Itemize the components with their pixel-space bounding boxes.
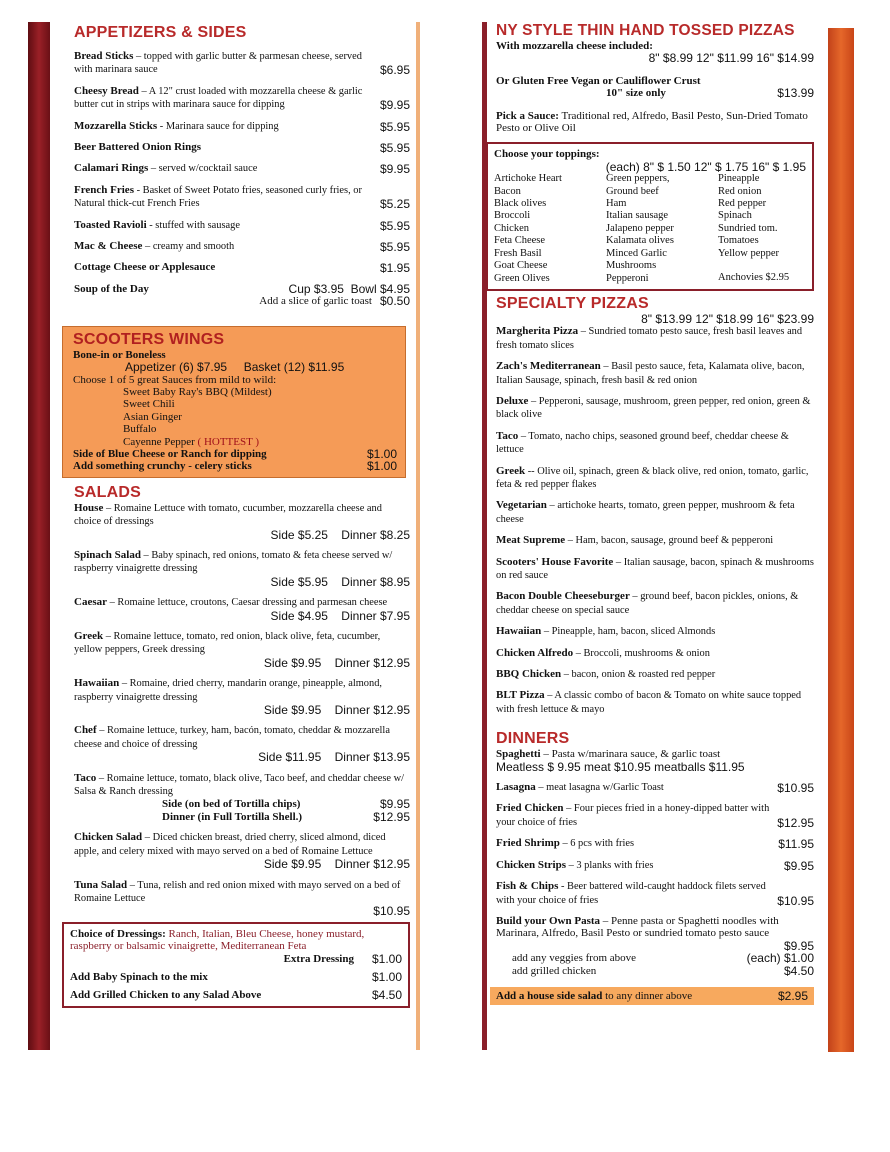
dinner-text [496, 781, 664, 794]
topping-item: Green peppers, [606, 173, 670, 185]
dinner-name: Lasagna [496, 781, 536, 794]
topping-item: Bacon [494, 185, 521, 197]
gluten-free-label: Or Gluten Free Vegan or Cauliflower Crust [496, 74, 701, 87]
dinner-line [496, 859, 814, 872]
dinner-name: Chicken Strips [496, 858, 566, 871]
toppings-title: Choose your toppings: [494, 148, 600, 161]
appetizer-desc: - Basket of Sweet Potato fries, seasoned curly fries, or Natural thick-cut French Fries [74, 184, 362, 210]
appetizer-text [74, 50, 374, 77]
wings-sauce-cayenne: Cayenne Pepper [123, 435, 195, 448]
tuna-salad-price: $10.95 [373, 904, 410, 919]
appetizer-line [74, 162, 410, 175]
appetizer-desc: – creamy and smooth [142, 241, 235, 253]
appetizer-line [74, 240, 410, 253]
appetizer-line [74, 261, 410, 274]
add-spinach-price: $1.00 [371, 969, 402, 984]
topping-item: Sundried tom. [718, 222, 778, 234]
soup-add-label: Add a slice of garlic toast [259, 295, 372, 308]
right-column [496, 22, 814, 1005]
topping-item: Ground beef [606, 185, 659, 197]
dinner-text [496, 880, 771, 907]
toppings-col-1 [494, 173, 606, 285]
salad-item [74, 549, 410, 588]
house-salad-label-rest: to any dinner above [602, 989, 693, 1002]
salad-text [74, 502, 410, 529]
specialty-item [496, 499, 814, 526]
appetizer-desc: – A 12" crust loaded with mozzarella cheese & garlic butter cut in strips with marinara sauce for dipping [74, 85, 363, 111]
salad-prices [74, 704, 410, 716]
wings-basket: Basket (12) $11.95 [243, 360, 345, 375]
dinner-item [496, 880, 814, 907]
appetizer-price: $9.95 [379, 98, 410, 113]
salad-desc: – Romaine lettuce, tomato, red onion, black olive, feta, cucumber, yellow peppers, Greek dressing [74, 631, 381, 656]
dinner-price: $10.95 [777, 893, 814, 908]
salad-dinner-price: Dinner $12.95 [334, 655, 410, 670]
specialty-desc: – Pepperoni, sausage, mushroom, green pepper, red onion, green & black olive [496, 395, 811, 421]
specialty-name: Deluxe [496, 394, 529, 407]
specialty-item [496, 534, 814, 547]
topping-item: Black olives [494, 198, 547, 210]
specialty-name: Hawaiian [496, 625, 542, 638]
topping-item: Pepperoni [606, 272, 649, 284]
ny-sizes: 8" $8.99 12" $11.99 16" $14.99 [648, 51, 814, 66]
specialty-item [496, 395, 814, 422]
wings-sauce-list [73, 386, 397, 436]
veggies-label: add any veggies from above [512, 952, 637, 965]
wings-sauce: Sweet Baby Ray's BBQ (Mildest) [123, 385, 272, 398]
chicken-salad-dinner: Dinner $12.95 [334, 857, 410, 872]
dressings-label: Choice of Dressings: [70, 927, 166, 940]
appetizer-desc: - Marinara sauce for dipping [157, 120, 279, 132]
taco-salad [74, 772, 410, 824]
dinners-heading: DINNERS [496, 730, 570, 748]
chicken-salad-name: Chicken Salad [74, 831, 143, 844]
appetizer-desc: – served w/cocktail sauce [148, 163, 258, 175]
topping-item: Broccoli [494, 210, 531, 222]
taco-salad-desc: – Romaine lettuce, tomato, black olive, Taco beef, and cheddar cheese w/ Salsa & Ranch dressing [74, 772, 405, 798]
soup-add-price: $0.50 [379, 294, 410, 309]
appetizer-item [74, 240, 410, 253]
dinner-item [496, 859, 814, 872]
left-decorative-bar [28, 22, 50, 1050]
salad-dinner-price: Dinner $13.95 [334, 750, 410, 765]
salad-item [74, 596, 410, 622]
toppings-col-3 [718, 173, 806, 260]
taco-side-label: Side (on bed of Tortilla chips) [162, 798, 301, 811]
specialty-item [496, 556, 814, 583]
soup-cup-price: Cup $3.95 [288, 281, 344, 296]
appetizers-heading: APPETIZERS & SIDES [74, 24, 247, 41]
salad-side-price: Side $9.95 [263, 655, 322, 670]
salad-dinner-price: Dinner $8.25 [341, 527, 410, 542]
salad-text [74, 630, 410, 657]
dinner-line [496, 802, 814, 829]
specialty-name: Taco [496, 429, 519, 442]
specialty-sizes: 8" $13.99 12" $18.99 16" $23.99 [641, 311, 814, 326]
tuna-salad [74, 879, 410, 918]
dressings-list: Ranch, Italian, Bleu Cheese, honey mustard, raspberry or balsamic vinaigrette, Mediterranean Feta [70, 927, 365, 953]
topping-item: Spinach [718, 210, 752, 222]
topping-item: Tomatoes [718, 235, 759, 247]
topping-item: Ham [606, 198, 627, 210]
appetizer-item [74, 261, 410, 274]
dinner-name: Fried Chicken [496, 802, 564, 815]
appetizer-name: Cheesy Bread [74, 84, 139, 97]
spaghetti-name: Spaghetti [496, 748, 541, 761]
toppings-col-2 [606, 173, 718, 285]
specialty-item [496, 668, 814, 681]
ny-with-label: With mozzarella cheese included: [496, 40, 653, 52]
wings-side-price: $1.00 [366, 446, 397, 461]
spaghetti-desc: – Pasta w/marinara sauce, & garlic toast [540, 748, 721, 761]
salad-desc: – Romaine lettuce, croutons, Caesar dressing and parmesan cheese [107, 597, 388, 609]
salad-prices [74, 657, 410, 669]
salad-item [74, 677, 410, 716]
appetizer-text [74, 120, 279, 133]
specialty-name: Vegetarian [496, 499, 547, 512]
topping-item: Chicken [494, 222, 529, 234]
specialty-item [496, 360, 814, 387]
appetizer-item [74, 85, 410, 112]
specialty-name: Zach's Mediterranean [496, 360, 601, 373]
specialty-desc: – Sundried tomato pesto sauce, fresh basil leaves and fresh tomato slices [496, 326, 803, 351]
toppings-prices: (each) 8" $ 1.50 12" $ 1.75 16" $ 1.95 [605, 159, 806, 174]
wings-box [62, 326, 406, 478]
specialty-desc: – artichoke hearts, tomato, green pepper, mushroom & feta cheese [496, 500, 795, 525]
build-pasta-price: $9.95 [783, 938, 814, 953]
appetizer-text [74, 261, 215, 274]
salad-side-price: Side $5.25 [270, 527, 328, 542]
appetizer-line [74, 120, 410, 133]
topping-item: Fresh Basil [494, 247, 542, 259]
left-column [70, 24, 410, 1008]
specialty-name: Margherita Pizza [496, 325, 579, 338]
spaghetti-prices: Meatless $ 9.95 meat $10.95 meatballs $11.95 [496, 759, 745, 774]
dinner-text [496, 859, 653, 872]
topping-item: Artichoke Heart [494, 173, 562, 185]
appetizer-text [74, 240, 234, 253]
appetizer-text [74, 184, 374, 211]
topping-item: Red onion [718, 185, 762, 197]
salad-text [74, 549, 410, 576]
appetizer-text [74, 141, 201, 154]
salad-name: Hawaiian [74, 677, 120, 690]
taco-side-price: $9.95 [379, 797, 410, 812]
salad-dinner-price: Dinner $12.95 [334, 703, 410, 718]
ny-pizza-heading: NY STYLE THIN HAND TOSSED PIZZAS [496, 22, 795, 39]
appetizer-desc: - stuffed with sausage [146, 219, 240, 231]
dinner-price: $10.95 [777, 781, 814, 796]
dinner-text [496, 802, 771, 829]
sauce-label: Pick a Sauce: [496, 109, 559, 122]
specialty-desc: – A classic combo of bacon & Tomato on white sauce topped with fresh lettuce & mayo [496, 690, 802, 715]
appetizer-price: $5.95 [379, 141, 410, 156]
appetizer-line [74, 85, 410, 112]
salad-prices [74, 529, 410, 541]
dinner-desc: – 6 pcs with fries [559, 838, 635, 850]
toppings-col-3-wrap [718, 173, 806, 285]
salad-side-price: Side $11.95 [258, 750, 322, 765]
salad-side-price: Side $5.95 [270, 574, 328, 589]
specialty-desc: – Pineapple, ham, bacon, sliced Almonds [541, 626, 716, 638]
salad-prices [74, 610, 410, 622]
toppings-grid [494, 173, 806, 285]
appetizer-line [74, 141, 410, 154]
appetizer-name: Beer Battered Onion Rings [74, 141, 202, 154]
dinner-line [496, 781, 814, 794]
specialty-heading: SPECIALTY PIZZAS [496, 294, 649, 312]
appetizer-price: $5.95 [379, 119, 410, 134]
appetizer-price: $5.95 [379, 218, 410, 233]
add-chicken-label: Add Grilled Chicken to any Salad Above [70, 989, 262, 1002]
chicken-salad-desc: – Diced chicken breast, dried cherry, sliced almond, diced apple, and celery mixed with mayo served on a bed of Romaine Lettuce [74, 832, 386, 857]
gluten-free-price: $13.99 [777, 86, 814, 101]
topping-item: Red pepper [718, 198, 767, 210]
appetizer-price: $9.95 [379, 162, 410, 177]
specialty-item [496, 325, 814, 352]
salad-dinner-price: Dinner $7.95 [341, 608, 410, 623]
wings-choose: Choose 1 of 5 great Sauces from mild to wild: [73, 373, 277, 386]
appetizer-line [74, 50, 410, 77]
specialty-desc: – bacon, onion & roasted red pepper [561, 669, 716, 681]
specialty-name: Greek [496, 464, 526, 477]
appetizer-name: Mozzarella Sticks [74, 119, 158, 132]
salads-list [74, 502, 410, 764]
appetizer-price: $5.25 [379, 197, 410, 212]
house-salad-price: $2.95 [777, 988, 808, 1003]
grilled-chicken-label: add grilled chicken [512, 964, 597, 977]
build-pasta-desc: – Penne pasta or Spaghetti noodles with Marinara, Alfredo, Basil Pesto or sundried tomato pesto sauce [496, 914, 779, 940]
salad-desc: – Romaine lettuce, turkey, ham, bacón, tomato, cheddar & mozzarella cheese and choice of dressing [74, 725, 390, 750]
dinner-desc: – Four pieces fried in a honey-dipped batter with your choice of fries [496, 803, 770, 828]
dinner-line [496, 837, 814, 850]
wings-crunchy-label: Add something crunchy - celery sticks [73, 460, 252, 473]
dinner-price: $12.95 [777, 815, 814, 830]
appetizer-line [74, 219, 410, 232]
salad-name: House [74, 501, 104, 514]
anchovies: Anchovies $2.95 [718, 272, 790, 284]
topping-item: Jalapeno pepper [606, 222, 674, 234]
specialty-desc: – Broccoli, mushrooms & onion [573, 647, 710, 659]
soup-bowl-price: $4.95 [379, 281, 410, 296]
dressings-box [62, 922, 410, 1008]
appetizers-list [74, 50, 410, 275]
appetizer-item [74, 50, 410, 77]
topping-item: Mushrooms [606, 260, 657, 272]
right-decorative-bar [828, 28, 854, 1052]
wings-heading: SCOOTERS WINGS [73, 330, 225, 348]
appetizer-name: Bread Sticks [74, 50, 134, 62]
specialty-item [496, 590, 814, 617]
dinners-list [496, 781, 814, 907]
soup-name: Soup of the Day [74, 282, 149, 295]
specialty-item [496, 430, 814, 457]
grilled-chicken-price: $4.50 [783, 963, 814, 978]
salad-name: Greek [74, 630, 104, 642]
add-spinach-label: Add Baby Spinach to the mix [70, 970, 208, 983]
specialty-name: Chicken Alfredo [496, 646, 574, 659]
dinner-text [496, 837, 634, 850]
appetizer-item [74, 162, 410, 175]
specialty-desc: – ground beef, bacon pickles, onions, & cheddar cheese on special sauce [496, 591, 799, 616]
specialty-desc: -- Olive oil, spinach, green & black olive, red onion, tomato, garlic, feta & red pepper flakes [496, 465, 809, 490]
salad-dinner-price: Dinner $8.95 [341, 574, 410, 589]
appetizer-name: Mac & Cheese [74, 240, 143, 253]
tuna-salad-desc: – Tuna, relish and red onion mixed with mayo served on a bed of Romaine Lettuce [74, 879, 401, 904]
appetizer-item [74, 120, 410, 133]
extra-dressing-label: Extra Dressing [283, 952, 354, 965]
wings-sauce: Sweet Chili [123, 398, 175, 411]
salad-side-price: Side $9.95 [263, 703, 322, 718]
wings-crunchy-price: $1.00 [366, 459, 397, 474]
specialty-desc: – Tomato, nacho chips, seasoned ground beef, cheddar cheese & lettuce [496, 430, 789, 456]
dinner-item [496, 837, 814, 850]
appetizer-name: Toasted Ravioli [74, 218, 147, 231]
specialty-list [496, 325, 814, 716]
veggies-price: (each) $1.00 [746, 951, 814, 966]
dinner-desc: - Beer battered wild-caught haddock filets served with your choice of fries [496, 881, 766, 906]
topping-item: Minced Garlic [606, 247, 667, 259]
specialty-name: BBQ Chicken [496, 668, 562, 681]
dinner-name: Fish & Chips [496, 880, 559, 893]
appetizer-desc: – topped with garlic butter & parmesan cheese, served with marinara sauce [74, 51, 362, 76]
appetizer-price: $1.95 [379, 261, 410, 276]
salad-prices [74, 751, 410, 763]
dinner-desc: – meat lasagna w/Garlic Toast [535, 782, 664, 794]
add-chicken-price: $4.50 [371, 988, 402, 1003]
salad-item [74, 502, 410, 541]
appetizer-name: Calamari Rings [74, 162, 149, 175]
salad-name: Chef [74, 724, 97, 737]
dinner-name: Fried Shrimp [496, 837, 560, 850]
taco-dinner-label: Dinner (in Full Tortilla Shell.) [162, 810, 303, 823]
dinner-price: $9.95 [783, 858, 814, 873]
taco-salad-name: Taco [74, 771, 97, 784]
sauce-options: Traditional red, Alfredo, Basil Pesto, Sun-Dried Tomato Pesto or Olive Oil [496, 109, 808, 135]
wings-side-label: Side of Blue Cheese or Ranch for dipping [73, 447, 267, 460]
appetizer-price: $6.95 [379, 63, 410, 78]
specialty-name: BLT Pizza [496, 689, 545, 702]
topping-item: Pineapple [718, 173, 760, 185]
topping-item: Feta Cheese [494, 235, 546, 247]
center-left-decorative-bar [416, 22, 420, 1050]
appetizer-text [74, 219, 240, 232]
wings-sauce: Asian Ginger [123, 410, 182, 423]
salad-name: Spinach Salad [74, 548, 141, 561]
appetizer-item [74, 219, 410, 232]
salad-name: Caesar [74, 596, 107, 609]
specialty-item [496, 625, 814, 638]
dinner-item [496, 802, 814, 829]
salad-item [74, 724, 410, 763]
toppings-box [486, 142, 814, 290]
specialty-desc: – Italian sausage, bacon, spinach & mushrooms on red sauce [496, 556, 814, 581]
appetizer-line [74, 184, 410, 211]
appetizer-text [74, 162, 257, 175]
chicken-salad-side: Side $9.95 [263, 857, 322, 872]
topping-item: Green Olives [494, 272, 550, 284]
wings-sub: Bone-in or Boneless [73, 348, 166, 361]
salad-side-price: Side $4.95 [270, 608, 328, 623]
specialty-name: Scooters' House Favorite [496, 555, 614, 568]
specialty-desc: – Basil pesto sauce, feta, Kalamata olive, bacon, Italian Sausage, spinach, fresh basil & red onion [496, 361, 805, 386]
appetizer-name: French Fries [74, 183, 134, 196]
build-pasta-name: Build your Own Pasta [496, 914, 601, 927]
topping-item: Goat Cheese [494, 260, 548, 272]
salad-item [74, 630, 410, 669]
salad-text [74, 677, 410, 704]
spaghetti-item [496, 748, 814, 773]
extra-dressing-price: $1.00 [371, 951, 402, 966]
specialty-item [496, 647, 814, 660]
salad-prices [74, 576, 410, 588]
house-salad-banner [490, 987, 814, 1005]
taco-dinner-price: $12.95 [373, 809, 410, 824]
build-pasta-item [496, 915, 814, 977]
salad-text [74, 724, 410, 751]
salad-desc: – Romaine Lettuce with tomato, cucumber, mozzarella cheese and choice of dressings [74, 502, 382, 528]
salads-heading: SALADS [74, 483, 141, 501]
specialty-item [496, 689, 814, 716]
topping-item: Yellow pepper [718, 247, 780, 259]
wings-hottest: ( HOTTEST ) [197, 435, 260, 448]
appetizer-price: $5.95 [379, 240, 410, 255]
salad-text [74, 596, 410, 609]
gluten-free-size: 10" size only [606, 87, 666, 100]
appetizer-item [74, 184, 410, 211]
specialty-item [496, 465, 814, 492]
soup-bowl-label: Bowl [350, 281, 377, 296]
tuna-salad-name: Tuna Salad [74, 878, 128, 891]
appetizer-item [74, 141, 410, 154]
dinner-item [496, 781, 814, 794]
dinner-line [496, 880, 814, 907]
chicken-salad [74, 831, 410, 870]
salad-desc: – Baby spinach, red onions, tomato & feta cheese served w/ raspberry vinaigrette dressing [74, 549, 393, 575]
specialty-name: Bacon Double Cheeseburger [496, 590, 630, 603]
house-salad-label: Add a house side salad [496, 989, 603, 1002]
specialty-name: Meat Supreme [496, 534, 566, 547]
soup-item [74, 283, 410, 308]
appetizer-text [74, 85, 374, 112]
topping-item: Italian sausage [606, 210, 669, 222]
specialty-desc: – Ham, bacon, sausage, ground beef & pepperoni [565, 535, 774, 547]
topping-item: Kalamata olives [606, 235, 674, 247]
wings-appetizer: Appetizer (6) $7.95 [125, 360, 228, 375]
dinner-desc: – 3 planks with fries [566, 859, 654, 871]
appetizer-name: Cottage Cheese or Applesauce [74, 261, 216, 274]
wings-sauce: Buffalo [123, 423, 157, 436]
dinner-price: $11.95 [778, 837, 814, 852]
salad-desc: – Romaine, dried cherry, mandarin orange, pineapple, almond, raspberry vinaigrette dressing [74, 678, 382, 703]
